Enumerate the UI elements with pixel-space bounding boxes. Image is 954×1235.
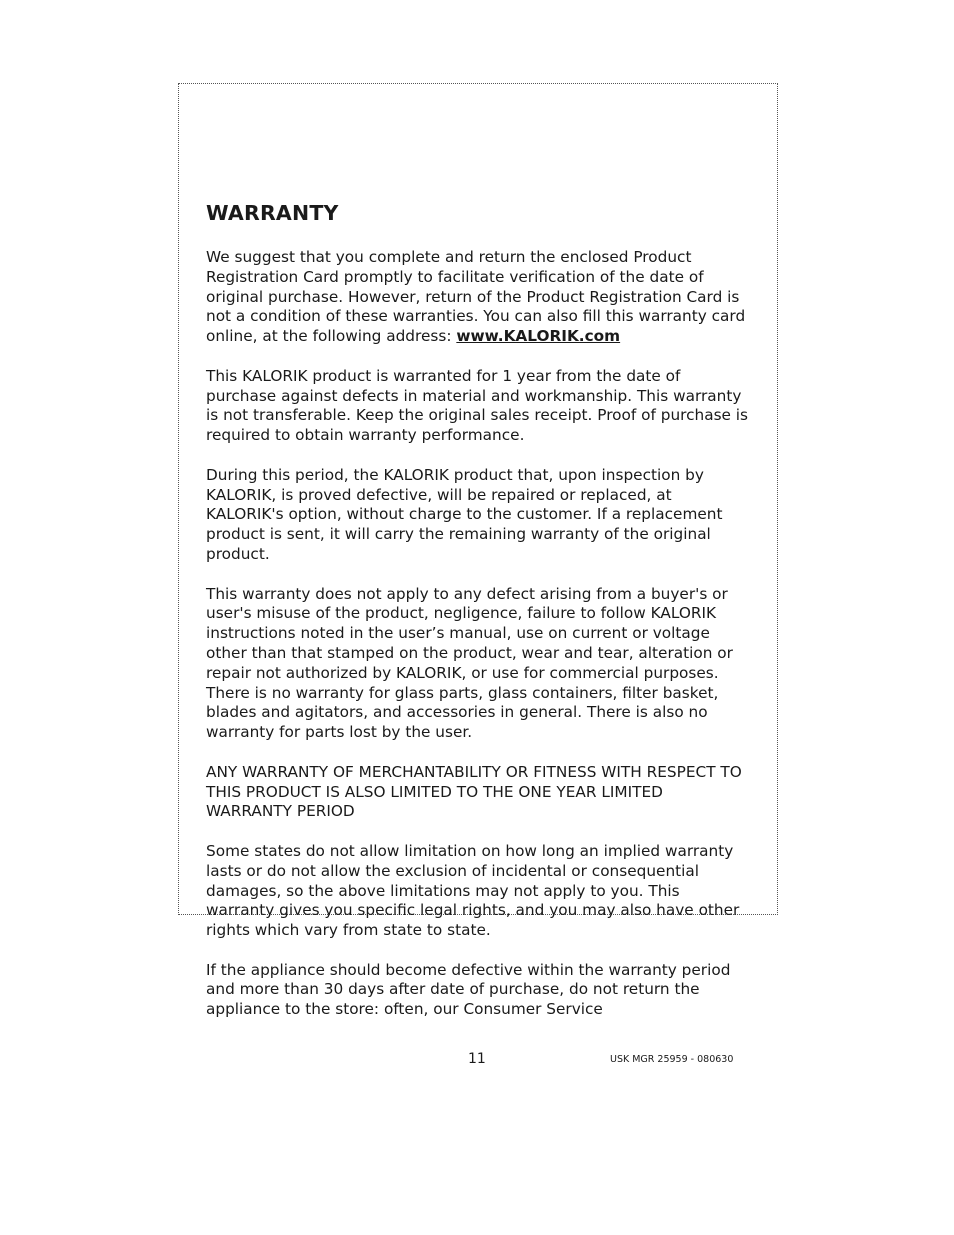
kalorik-website-link[interactable]: www.KALORIK.com: [456, 327, 621, 346]
paragraph-defective-return: If the appliance should become defective within the warranty period and more than 30 days after date of purchase, do not return the appliance to the store: often, our Consumer Service: [206, 960, 731, 1019]
paragraph-exclusions: This warranty does not apply to any defect arising from a buyer's or user's misuse of the product, negligence, failure to follow KALORIK instructions noted in the user’s manual, use on current or voltage other than that stamped on the product, wear and tear, alteration or repair not authorized by KALORIK, or use for commercial purposes. There is no warranty for glass parts, glass containers, filter basket, blades and agitators, and accessories in general. There is also no warranty for parts lost by the user.: [206, 584, 733, 742]
paragraph-merchantability: ANY WARRANTY OF MERCHANTABILITY OR FITNESS WITH RESPECT TO THIS PRODUCT IS ALSO LIMITED TO THE ONE YEAR LIMITED WARRANTY PERIOD: [206, 762, 742, 821]
paragraph-registration: [206, 248, 751, 347]
paragraph-coverage: This KALORIK product is warranted for 1 year from the date of purchase against defects in material and workmanship. This warranty is not transferable. Keep the original sales receipt. Proof of purchase is required to obtain warranty performance.: [206, 366, 749, 445]
warranty-section: [206, 198, 751, 1040]
page-title: WARRANTY: [206, 201, 339, 225]
page-number: 11: [468, 1051, 486, 1067]
paragraph-repair-replace: During this period, the KALORIK product that, upon inspection by KALORIK, is proved defective, will be repaired or replaced, at KALORIK's option, without charge to the customer. If a replacement product is sent, it will carry the remaining warranty of the original product.: [206, 465, 723, 563]
document-code: USK MGR 25959 - 080630: [610, 1054, 734, 1065]
paragraph-registration-text: We suggest that you complete and return the enclosed Product Registration Card promptly to facilitate verification of the date of original purchase. However, return of the Product Registration Card is not a condition of these warranties. You can also fill this warranty card online, at the following address:: [206, 248, 746, 346]
paragraph-state-rights: Some states do not allow limitation on how long an implied warranty lasts or do not allow the exclusion of incidental or consequential damages, so the above limitations may not apply to you. This warranty gives you specific legal rights, and you may also have other rights which vary from state to state.: [206, 841, 740, 940]
